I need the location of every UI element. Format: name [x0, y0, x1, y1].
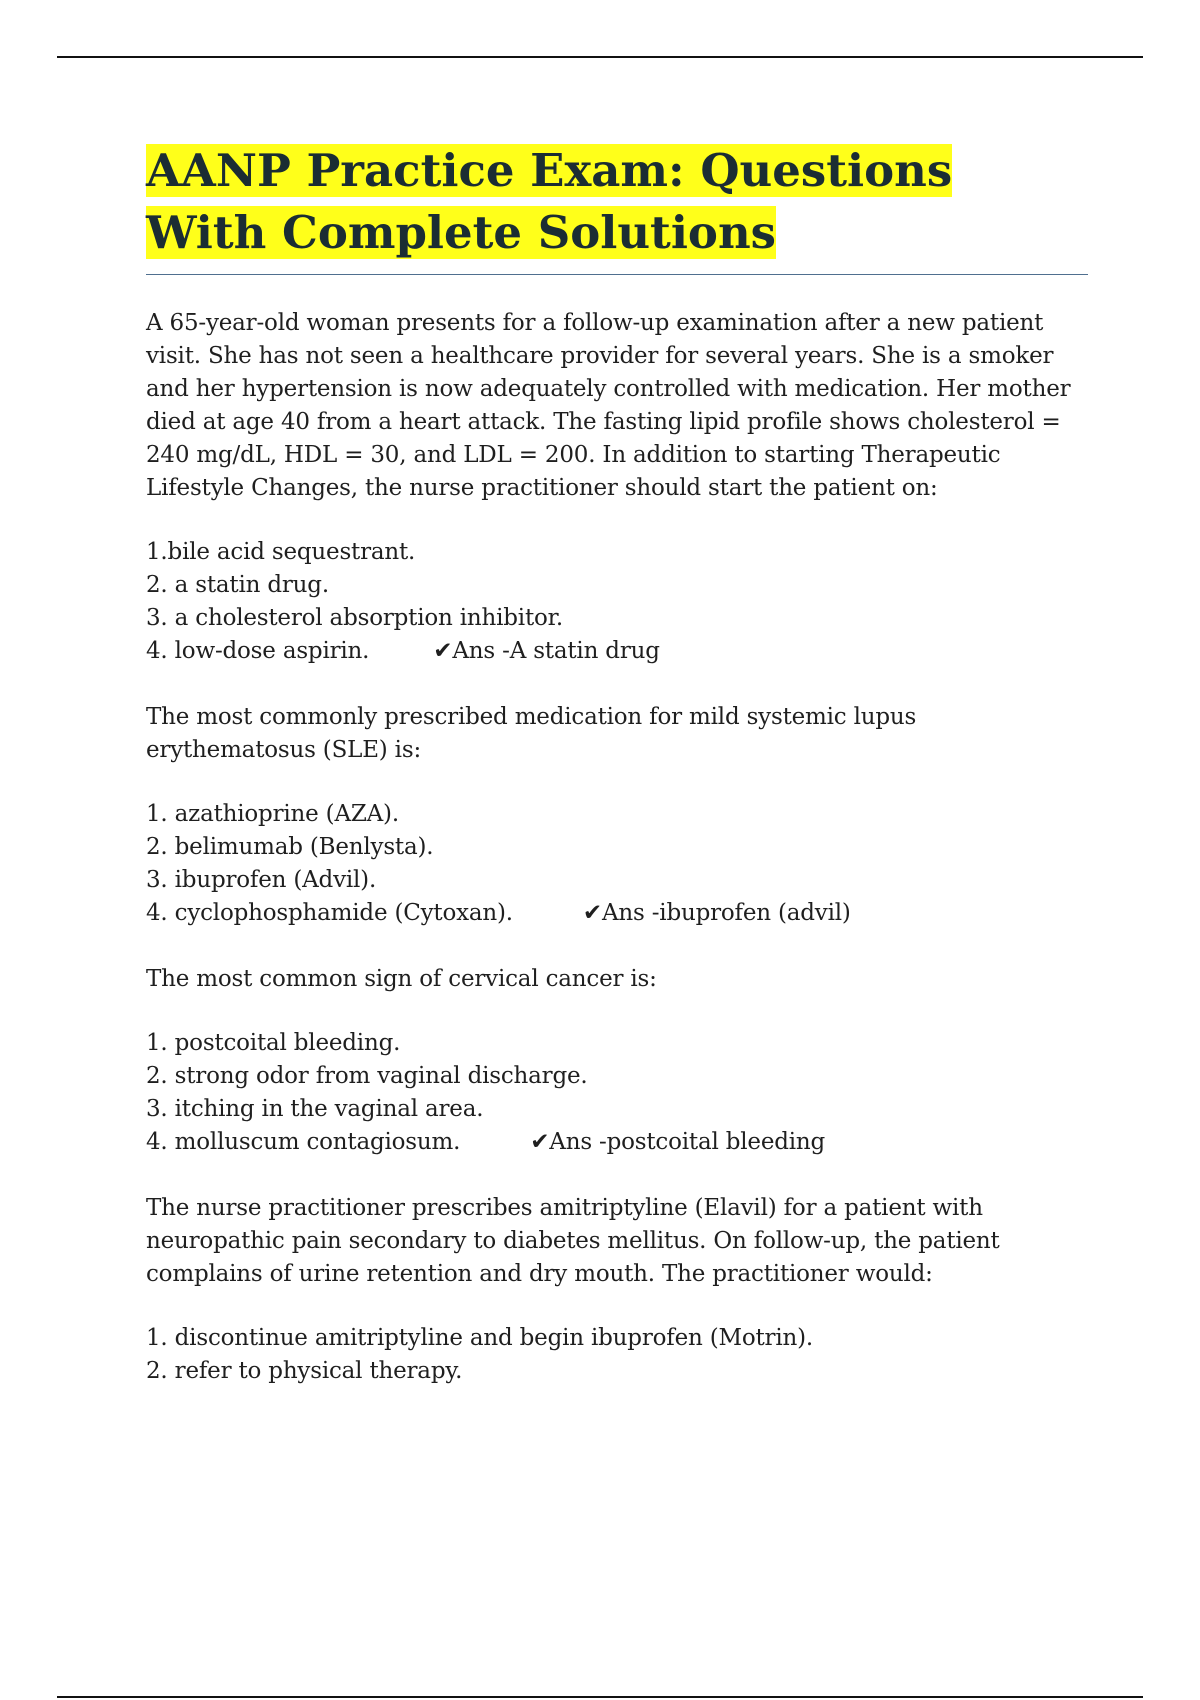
question-text: A 65-year-old woman presents for a follow-up examination after a new patient visit. She has not seen a healthcare provider for several years. She is a smoker and her hypertension is now adequately controlled with medication. Her mother died at age 40 from a heart attack. The fasting lipid profile shows cholesterol = 240 mg/dL, HDL = 30, and LDL = 200. In addition to starting Therapeutic Lifestyle Changes, the nurse practitioner should start the patient on:: [146, 310, 1071, 501]
answer-prefix: ✔Ans -: [582, 900, 660, 926]
answer-text: ibuprofen (advil): [659, 900, 851, 926]
option-item: 3. ibuprofen (Advil).: [146, 867, 377, 893]
answer-prefix: ✔Ans -: [530, 1129, 607, 1155]
page-title-highlight: AANP Practice Exam: Questions With Complete Solutions: [146, 144, 953, 259]
answer-options-list: [146, 536, 1088, 668]
option-item: 3. a cholesterol absorption inhibitor.: [146, 605, 564, 631]
option-item-with-answer: [146, 635, 1088, 668]
answer-options-list: [146, 1322, 1088, 1388]
option-item: 2. refer to physical therapy.: [146, 1358, 463, 1384]
option-item: 1. azathioprine (AZA).: [146, 801, 399, 827]
option-item-with-answer: [146, 1126, 1088, 1159]
option-item: 2. a statin drug.: [146, 572, 329, 598]
option-item: 3. itching in the vaginal area.: [146, 1096, 484, 1122]
question-text: The most commonly prescribed medication for mild systemic lupus erythematosus (SLE) is:: [146, 704, 917, 763]
page-top-rule: [57, 56, 1143, 58]
answer-key: [530, 1126, 825, 1159]
document-body: [146, 140, 1088, 1388]
option-item: 1.bile acid sequestrant.: [146, 539, 416, 565]
option-item: 1. postcoital bleeding.: [146, 1030, 401, 1056]
answer-key: [433, 635, 659, 668]
page-title: [146, 140, 1088, 264]
answer-key: [583, 897, 851, 930]
answer-options-list: [146, 1027, 1088, 1159]
answer-text: A statin drug: [509, 638, 660, 664]
option-text: 4. cyclophosphamide (Cytoxan).: [146, 900, 513, 926]
option-text: 4. molluscum contagiosum.: [146, 1129, 461, 1155]
option-item: 1. discontinue amitriptyline and begin ibuprofen (Motrin).: [146, 1325, 813, 1351]
answer-options-list: [146, 798, 1088, 930]
answer-text: postcoital bleeding: [606, 1129, 826, 1155]
title-underline: [146, 274, 1088, 275]
option-item: 2. strong odor from vaginal discharge.: [146, 1063, 588, 1089]
option-text: 4. low-dose aspirin.: [146, 638, 370, 664]
option-item-with-answer: [146, 897, 1088, 930]
option-item: 2. belimumab (Benlysta).: [146, 834, 434, 860]
question-text: The most common sign of cervical cancer is:: [146, 966, 657, 992]
answer-prefix: ✔Ans -: [433, 638, 510, 664]
question-text: The nurse practitioner prescribes amitriptyline (Elavil) for a patient with neuropathic pain secondary to diabetes mellitus. On follow-up, the patient complains of urine retention and dry mouth. The practitioner would:: [146, 1195, 1000, 1287]
page-bottom-rule: [57, 1696, 1143, 1698]
